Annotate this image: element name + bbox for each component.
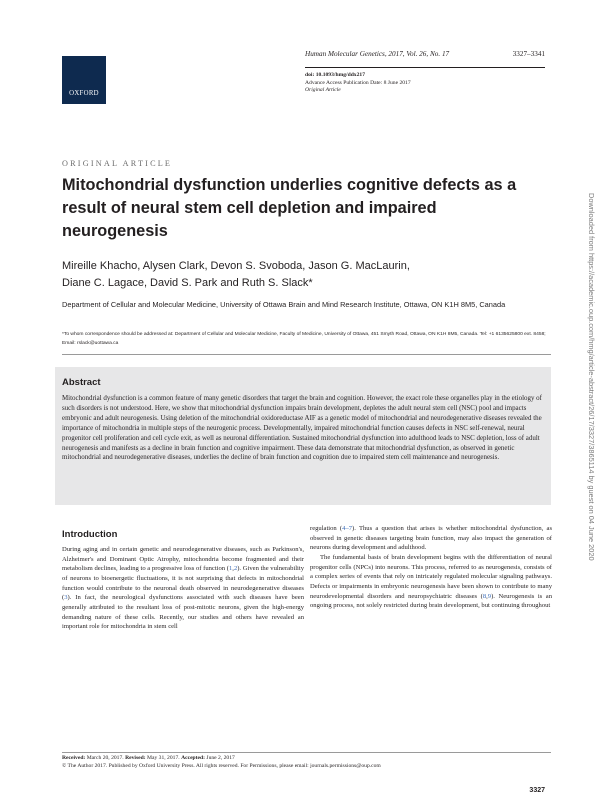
download-watermark: Downloaded from https://academic.oup.com/hmg/article-abstract/26/17/3327/3865114 by guest on 04 June 2020 [587,193,596,561]
doi[interactable]: doi: 10.1093/hmg/ddx217 [305,72,365,78]
citation-link[interactable]: 8 [482,592,487,600]
page-range: 3327–3341 [512,50,545,58]
footer-rule [62,752,551,753]
citation-link[interactable]: 4–7 [342,525,353,532]
publisher-name: OXFORD [69,90,99,97]
header-rule [305,67,545,68]
authors-line-1: Mireille Khacho, Alysen Clark, Devon S. Svoboda, Jason G. MacLaurin, [62,260,410,272]
article-meta [305,72,411,95]
oxford-logo [62,56,106,104]
article-title: Mitochondrial dysfunction underlies cognitive defects as a result of neural stem cell depletion and impaired neurogenesis [62,176,517,240]
intro-paragraph-2: The fundamental basis of brain development begins with the differentiation of neural progenitor cells (NPCs) into neurons. This process, referred to as neurogenesis, consists of a complex series of events that rely on intricately regulated molecular signaling pathways. Defects or impairments in embryonic neurogenesis have been shown to contribute to many neurodevelopmental disorders and neuropsychiatric diseases (8,9). Neurogenesis is an ongoing process, not solely restricted during brain development, but continuing throughout [310,553,552,610]
author-list [62,258,532,291]
abstract-heading: Abstract [62,377,101,388]
journal-header [305,50,545,58]
article-kicker: ORIGINAL ARTICLE [62,159,173,168]
intro-paragraph-1: During aging and in certain genetic and neurodegenerative diseases, such as Parkinson's, Alzheimer's and Dominant Optic Atrophy, mitochondria become fragmented and their metabolism declines, leading to a progressive loss of function (1,2). Given the vulnerability of neurons to bioenergetic fluctuations, it is not surprising that defects in mitochondrial function would contribute to the neuronal death observed in neurodegenerative diseases (3). In fact, the neurological dysfunctions associated with such diseases have been generally attributed to the resultant loss of post-mitotic neurons, given the high-energy demanding nature of these cells. Recently, our studies and others have revealed an important role for mitochondria in stem cell [62,546,304,631]
copyright: © The Author 2017. Published by Oxford University Press. All rights reserved. For Permissions, please email: journals.permissions@oup.com [62,762,381,769]
journal-citation: Human Molecular Genetics, 2017, Vol. 26, No. 17 [305,50,450,58]
body-column-right [310,524,552,611]
article-history: Received: March 20, 2017. Revised: May 31, 2017. Accepted: June 2, 2017 © The Author 2017. Published by Oxford University Press. All rights reserved. For Permissions, please email: journals.permissions@oup.com [62,755,546,771]
article-type: Original Article [305,87,341,94]
introduction-heading: Introduction [62,529,118,540]
header-separator [62,354,551,355]
page-number: 3327 [529,787,545,794]
correspondence-note: *To whom correspondence should be addressed at: Department of Cellular and Molecular Medicine, Faculty of Medicine, University of Ottawa, 451 Smyth Road, Ottawa, ON K1H 8M5, Canada. Tel: +1 6135625800 ext. 8458; Email: rslack@uottawa.ca [62,332,546,346]
advance-access-date: Advance Access Publication Date: 8 June 2017 [305,79,411,86]
citation-link[interactable]: 3 [64,594,68,602]
body-column-left [62,545,304,632]
authors-line-2: Diane C. Lagace, David S. Park and Ruth S. Slack* [62,276,313,289]
intro-paragraph-1-cont: regulation (4–7). Thus a question that arises is whether mitochondrial dysfunction, as observed in genetic diseases targeting brain function, may also impact the generation of neurons during development and adulthood. [310,525,553,552]
affiliation: Department of Cellular and Molecular Medicine, University of Ottawa Brain and Mind Research Institute, Ottawa, ON K1H 8M5, Canada [62,300,506,309]
citation-link[interactable]: 1 [228,565,233,573]
citation-link[interactable]: 9 [487,592,492,600]
citation-link[interactable]: 2 [233,565,238,573]
abstract-text: Mitochondrial dysfunction is a common feature of many genetic disorders that target the brain and cognition. However, the exact role these organelles play in the etiology of such disorders is not understood. Here, we show that mitochondrial dysfunction impairs brain development, depletes the adult neural stem cell (NSC) pool and impacts embryonic and adult neurogenesis. Using deletion of the mitochondrial oxidoreductase AIF as a genetic model of mitochondrial and neurodegenerative diseases revealed the importance of mitochondria in multiple steps of the neurogenic process. Developmentally, impaired mitochondrial function causes defects in NSC self-renewal, neural progenitor cell proliferation and cell cycle exit, as well as neuronal differentiation. Sustained mitochondrial dysfunction into adulthood leads to NSC depletion, loss of adult neurogenesis and manifests as a decline in brain function and cognitive impairment. These data demonstrate that mitochondrial dysfunction, as observed in genetic mitochondrial and neurodegenerative diseases, underlies the decline of brain function and cognition due to impaired stem cell maintenance and neurogenesis. [62,394,542,462]
